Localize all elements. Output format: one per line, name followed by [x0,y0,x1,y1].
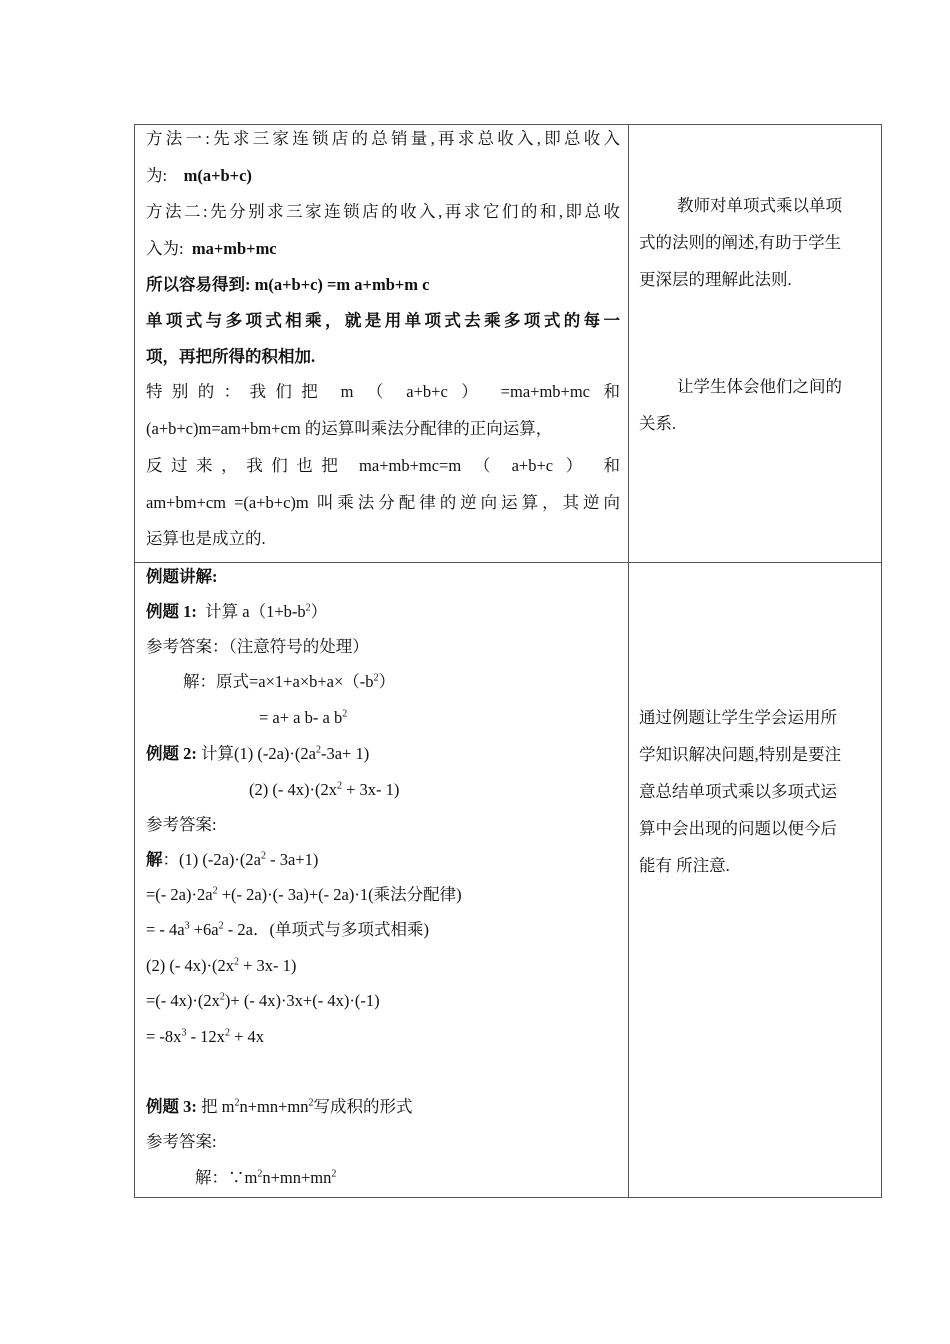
example-2-solution-1: 解：(1) $(-2a)\cdot(2a^2 - 3a+1)$ [146,850,319,869]
example-1-solution-2: = a+ a b- a $b^2$ [259,708,348,727]
teacher-note-2: 式的法则的阐述,有助于学生 [639,233,842,252]
special-note-5: 运算也是成立的. [146,529,266,548]
example-note-cell [629,563,882,1198]
example-2-question-2: (2) (- $4x)\cdot(2x^2 + 3x-$ 1) [249,780,400,799]
example-1-solution-1: 解：原式$=a\times 1+a\times b+a\times(-b^2)$ [183,672,396,691]
example-3-question: 例题 3: 把 $m^2n+mn+mn^2$写成积的形式 [146,1097,413,1116]
example-3-ref: 参考答案: [146,1132,217,1151]
example-note-4: 算中会出现的问题以便今后 [639,819,837,838]
example-2-solution-5: =(- $4x)\cdot(2x^2)+$ (- 4x)·3x+(- 4x)·(-1) [146,991,380,1010]
rule-statement-1: 单项式与多项式相乘，就是用单项式去乘多项式的每一 [146,311,620,330]
method-one-line: 方法一:先求三家连锁店的总销量,再求总收入,即总收入 [146,129,620,148]
example-note-5: 能有 所注意. [639,856,730,875]
special-note-4: am+bm+cm =(a+b+c)m 叫乘法分配律的逆向运算，其逆向 [146,493,620,512]
example-2-ref: 参考答案: [146,815,217,834]
method-two-line: 方法二:先分别求三家连锁店的收入,再求它们的和,即总收 [146,202,620,221]
example-1-ref: 参考答案：（注意符号的处理） [146,637,369,656]
method-two-result: 入为: ma+mb+mc [146,239,277,258]
example-2-solution-6: = $-8x^3 - 12x^2 + 4x$ [146,1027,264,1046]
rule-statement-2: 项，再把所得的积相加. [146,347,316,366]
teacher-note-cell [629,125,882,563]
example-3-solution: 解：$\because m^2n+mn+mn^2$ [195,1168,337,1187]
special-note-1: 特别的：我们把 m （ a+b+c ） =ma+mb+mc 和 [146,382,620,401]
method-cell [135,125,629,563]
teacher-note-5: 关系. [639,414,677,433]
example-1-question: 例题 1: 计算 $a(1+b-b^2)$ [146,602,328,621]
example-2-solution-2: =(- $2a)\cdot 2a^2$ +(- 2a)·(- 3a)+(- 2a)·1(乘法分配律) [146,885,462,904]
example-note-1: 通过例题让学生学会运用所 [639,708,837,727]
lesson-table [134,124,882,1198]
special-note-3: 反过来，我们也把 ma+mb+mc=m （ a+b+c ） 和 [146,456,620,475]
example-2-solution-4: (2) (- $4x)\cdot(2x^2 + 3x-$ 1) [146,956,297,975]
example-note-2: 学知识解决问题,特别是要注 [639,745,842,764]
examples-heading: 例题讲解: [146,567,218,586]
special-note-2: (a+b+c)m=am+bm+cm 的运算叫乘法分配律的正向运算， [146,419,553,438]
teacher-note-1: 教师对单项式乘以单项 [677,196,842,215]
example-2-question-1: 例题 2: 计算(1) $(-2a)\cdot(2a^2-3a+ 1)$ [146,744,370,763]
example-2-solution-3: = - $4a^3 +6a^2 - 2a$．(单项式与多项式相乘) [146,920,429,939]
method-one-result: 为: m(a+b+c) [146,166,252,185]
teacher-note-3: 更深层的理解此法则. [639,270,792,289]
teacher-note-4: 让学生体会他们之间的 [677,377,842,396]
example-note-3: 意总结单项式乘以多项式运 [639,782,837,801]
distributive-result: 所以容易得到: m(a+b+c) =m a+mb+m c [146,275,430,294]
examples-cell [135,563,629,1198]
